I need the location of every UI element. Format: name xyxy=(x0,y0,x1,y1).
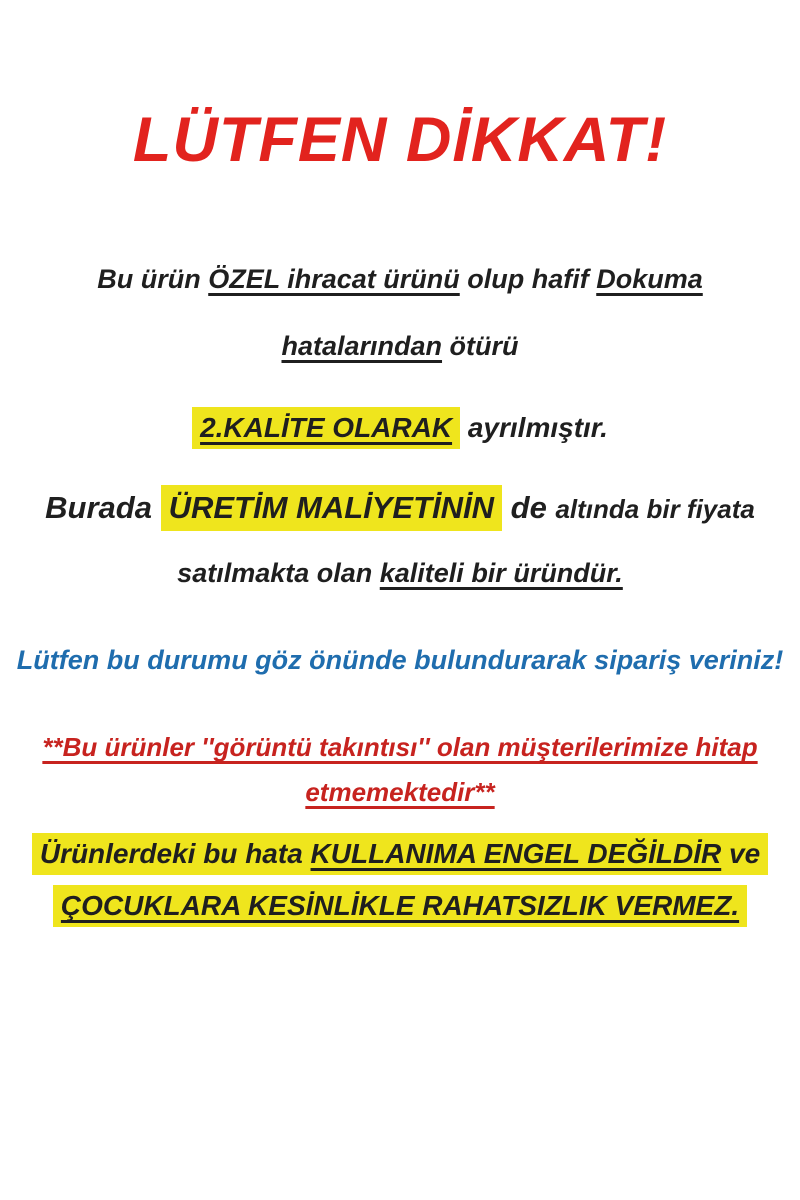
cost-line-2 xyxy=(0,558,800,589)
intro-line-2 xyxy=(0,331,800,362)
underlined-phrase-dokuma: Dokuma xyxy=(596,264,703,295)
red-warning-line-1: **Bu ürünler ''görüntü takıntısı'' olan müşterilerimize hitap xyxy=(42,732,758,763)
highlighted-text xyxy=(32,833,768,875)
underlined-phrase-kullanima-engel: KULLANIMA ENGEL DEĞİLDİR xyxy=(310,838,722,870)
highlighted-phrase-uretim-maliyetinin: ÜRETİM MALİYETİNİN xyxy=(161,485,503,531)
page-title: LÜTFEN DİKKAT! xyxy=(132,105,668,175)
cost-text: satılmakta olan xyxy=(177,558,380,589)
red-warning-line-2: etmemektedir** xyxy=(305,777,495,808)
underlined-phrase-kaliteli: kaliteli bir üründür. xyxy=(379,558,623,589)
underlined-phrase-hatalarindan: hatalarından xyxy=(281,331,443,362)
assurance-text: ve xyxy=(721,838,761,870)
intro-text: Bu ürün xyxy=(97,264,209,295)
cost-text: Burada xyxy=(45,490,161,526)
cost-text: de xyxy=(502,490,556,526)
assurance-text: Ürünlerdeki bu hata xyxy=(39,838,311,870)
underlined-phrase-ozel-ihracat: ÖZEL ihracat ürünü xyxy=(208,264,460,295)
red-warning-paragraph xyxy=(0,732,800,808)
cost-text: altında bir fiyata xyxy=(555,494,755,525)
cost-line-1 xyxy=(0,490,800,526)
assurance-line-2 xyxy=(0,890,800,922)
cost-paragraph xyxy=(0,490,800,589)
quality-text: ayrılmıştır. xyxy=(460,412,608,444)
intro-text: olup hafif xyxy=(459,264,597,295)
quality-statement xyxy=(0,412,800,444)
highlighted-phrase-2kalite: 2.KALİTE OLARAK xyxy=(192,407,460,449)
assurance-paragraph xyxy=(0,838,800,922)
highlighted-underlined-phrase-cocuklara: ÇOCUKLARA KESİNLİKLE RAHATSIZLIK VERMEZ. xyxy=(53,885,747,927)
intro-text: ötürü xyxy=(442,331,519,362)
blue-notice: Lütfen bu durumu göz önünde bulundurarak sipariş veriniz! xyxy=(16,645,784,676)
assurance-line-1 xyxy=(0,838,800,870)
intro-line-1 xyxy=(0,264,800,295)
intro-paragraph xyxy=(0,264,800,362)
